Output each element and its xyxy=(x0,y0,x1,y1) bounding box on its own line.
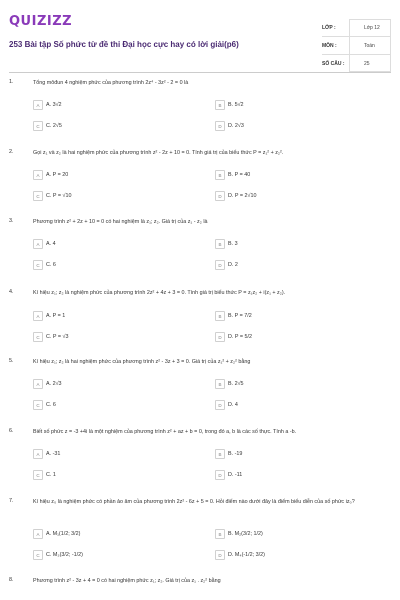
option-text: D. M₄(-1/2; 3/2) xyxy=(228,552,265,558)
option-text: C. M₃(3/2; -1/2) xyxy=(46,552,83,558)
question-number: 3. xyxy=(9,218,14,224)
info-label: LỚP : xyxy=(322,24,336,31)
option-text: C. 2√5 xyxy=(46,123,62,129)
option-letter-box: C xyxy=(33,191,43,201)
option-letter-box: D xyxy=(215,191,225,201)
question-number: 7. xyxy=(9,498,14,504)
option-text: B. 3 xyxy=(228,241,238,247)
option-c[interactable] xyxy=(33,550,83,560)
option-c[interactable] xyxy=(33,191,71,201)
question-text: Gọi z₁ và z₂ là hai nghiệm phức của phương trình z² - 2z + 10 = 0. Tính giá trị của biểu thức P = z₁² + z₂². xyxy=(33,150,284,156)
option-a[interactable] xyxy=(33,379,62,389)
option-c[interactable] xyxy=(33,260,56,270)
option-b[interactable] xyxy=(215,379,244,389)
option-text: C. 6 xyxy=(46,262,56,268)
option-text: A. P = 20 xyxy=(46,172,69,178)
option-b[interactable] xyxy=(215,170,250,180)
option-d[interactable] xyxy=(215,332,252,342)
option-d[interactable] xyxy=(215,400,238,410)
option-letter-box: D xyxy=(215,400,225,410)
info-label: SỐ CÂU : xyxy=(322,60,345,67)
option-a[interactable] xyxy=(33,311,65,321)
option-a[interactable] xyxy=(33,239,56,249)
option-text: B. P = 7/2 xyxy=(228,313,252,319)
option-a[interactable] xyxy=(33,100,62,110)
option-b[interactable] xyxy=(215,311,252,321)
option-text: D. P = 2√10 xyxy=(228,193,257,199)
option-d[interactable] xyxy=(215,260,238,270)
info-value-box xyxy=(349,19,391,72)
option-letter-box: D xyxy=(215,121,225,131)
option-letter-box: C xyxy=(33,400,43,410)
option-letter-box: A xyxy=(33,449,43,459)
option-text: D. -11 xyxy=(228,472,243,478)
option-letter-box: D xyxy=(215,550,225,560)
option-b[interactable] xyxy=(215,449,242,459)
option-text: B. P = 40 xyxy=(228,172,251,178)
option-text: A. M₁(1/2; 3/2) xyxy=(46,531,81,537)
option-d[interactable] xyxy=(215,121,244,131)
option-letter-box: C xyxy=(33,260,43,270)
option-text: C. 1 xyxy=(46,472,56,478)
option-c[interactable] xyxy=(33,332,69,342)
option-a[interactable] xyxy=(33,170,68,180)
option-letter-box: C xyxy=(33,470,43,480)
option-letter-box: A xyxy=(33,239,43,249)
option-letter-box: A xyxy=(33,311,43,321)
option-a[interactable] xyxy=(33,449,60,459)
option-text: D. 4 xyxy=(228,402,238,408)
option-text: B. 2√5 xyxy=(228,381,244,387)
option-letter-box: C xyxy=(33,550,43,560)
option-text: A. 4 xyxy=(46,241,56,247)
option-letter-box: B xyxy=(215,170,225,180)
question-text: Tổng môđun 4 nghiệm phức của phương trình 2z⁴ - 3z² - 2 = 0 là xyxy=(33,80,189,86)
option-text: D. P = 5/2 xyxy=(228,334,253,340)
option-letter-box: B xyxy=(215,529,225,539)
option-letter-box: C xyxy=(33,332,43,342)
option-c[interactable] xyxy=(33,400,56,410)
option-c[interactable] xyxy=(33,470,56,480)
option-text: A. P = 1 xyxy=(46,313,66,319)
option-letter-box: A xyxy=(33,529,43,539)
option-letter-box: D xyxy=(215,260,225,270)
option-text: B. 5√2 xyxy=(228,102,244,108)
option-text: C. P = √3 xyxy=(46,334,69,340)
option-d[interactable] xyxy=(215,191,256,201)
option-letter-box: B xyxy=(215,100,225,110)
option-letter-box: B xyxy=(215,379,225,389)
question-number: 8. xyxy=(9,577,14,583)
option-letter-box: A xyxy=(33,100,43,110)
option-letter-box: D xyxy=(215,470,225,480)
worksheet xyxy=(9,8,391,600)
question-number: 2. xyxy=(9,149,14,155)
option-letter-box: B xyxy=(215,449,225,459)
question-number: 1. xyxy=(9,79,14,85)
option-c[interactable] xyxy=(33,121,62,131)
option-text: A. 2√3 xyxy=(46,381,62,387)
question-number: 4. xyxy=(9,289,14,295)
option-letter-box: C xyxy=(33,121,43,131)
option-text: B. -19 xyxy=(228,451,243,457)
option-text: D. 2 xyxy=(228,262,238,268)
option-b[interactable] xyxy=(215,239,238,249)
option-d[interactable] xyxy=(215,550,265,560)
option-text: C. 6 xyxy=(46,402,56,408)
question-text: Phương trình z² - 3z + 4 = 0 có hai nghiệm phức z₁; z₂. Giá trị của z₁ . z₂² bằng xyxy=(33,578,221,584)
option-text: C. P = √10 xyxy=(46,193,72,199)
option-b[interactable] xyxy=(215,529,263,539)
question-text: Biết số phức z = -3 +4i là một nghiệm của phương trình z² + az + b = 0, trong đó a, b là các số thực. Tính a -b. xyxy=(33,429,297,435)
option-text: B. M₂(3/2; 1/2) xyxy=(228,531,263,537)
question-text: Kí hiệu z₁; z₂ là nghiệm phức của phương trình 2z² + 4z + 3 = 0. Tính giá trị biểu thức P = z₁z₂ + i(z₁ + z₂). xyxy=(33,290,286,296)
header xyxy=(9,8,391,67)
option-letter-box: B xyxy=(215,239,225,249)
option-text: D. 2√3 xyxy=(228,123,244,129)
option-letter-box: D xyxy=(215,332,225,342)
option-text: A. 3√2 xyxy=(46,102,62,108)
quizizz-logo[interactable]: QUIZIZZ xyxy=(9,14,73,29)
question-number: 5. xyxy=(9,358,14,364)
divider xyxy=(9,72,391,73)
info-value: Lớp 12 xyxy=(364,24,380,31)
option-d[interactable] xyxy=(215,470,242,480)
question-text: Kí hiệu z₁; z₂ là hai nghiệm phức của phương trình z² - 3z + 3 = 0. Giá trị của z₁² + z₂² bằng xyxy=(33,359,251,365)
question-text: Phương trình z² + 2z + 10 = 0 có hai nghiệm là z₁; z₂. Giá trị của z₁ - z₂ là xyxy=(33,219,208,225)
option-text: A. -31 xyxy=(46,451,61,457)
option-b[interactable] xyxy=(215,100,244,110)
info-label: MÔN : xyxy=(322,42,337,49)
page-title: 253 Bài tập Số phức từ đề thi Đại học cực hay có lời giải(p6) xyxy=(9,40,239,49)
question-number: 6. xyxy=(9,428,14,434)
info-value: Toán xyxy=(364,42,375,49)
question-text: Kí hiệu z₀ là nghiệm phức có phần ảo âm của phương trình 2z² - 6z + 5 = 0. Hỏi điểm nào dưới đây là điểm biểu diễn của số phức iz₀? xyxy=(33,499,355,505)
option-a[interactable] xyxy=(33,529,80,539)
info-value: 25 xyxy=(364,60,370,67)
option-letter-box: A xyxy=(33,379,43,389)
option-letter-box: A xyxy=(33,170,43,180)
option-letter-box: B xyxy=(215,311,225,321)
